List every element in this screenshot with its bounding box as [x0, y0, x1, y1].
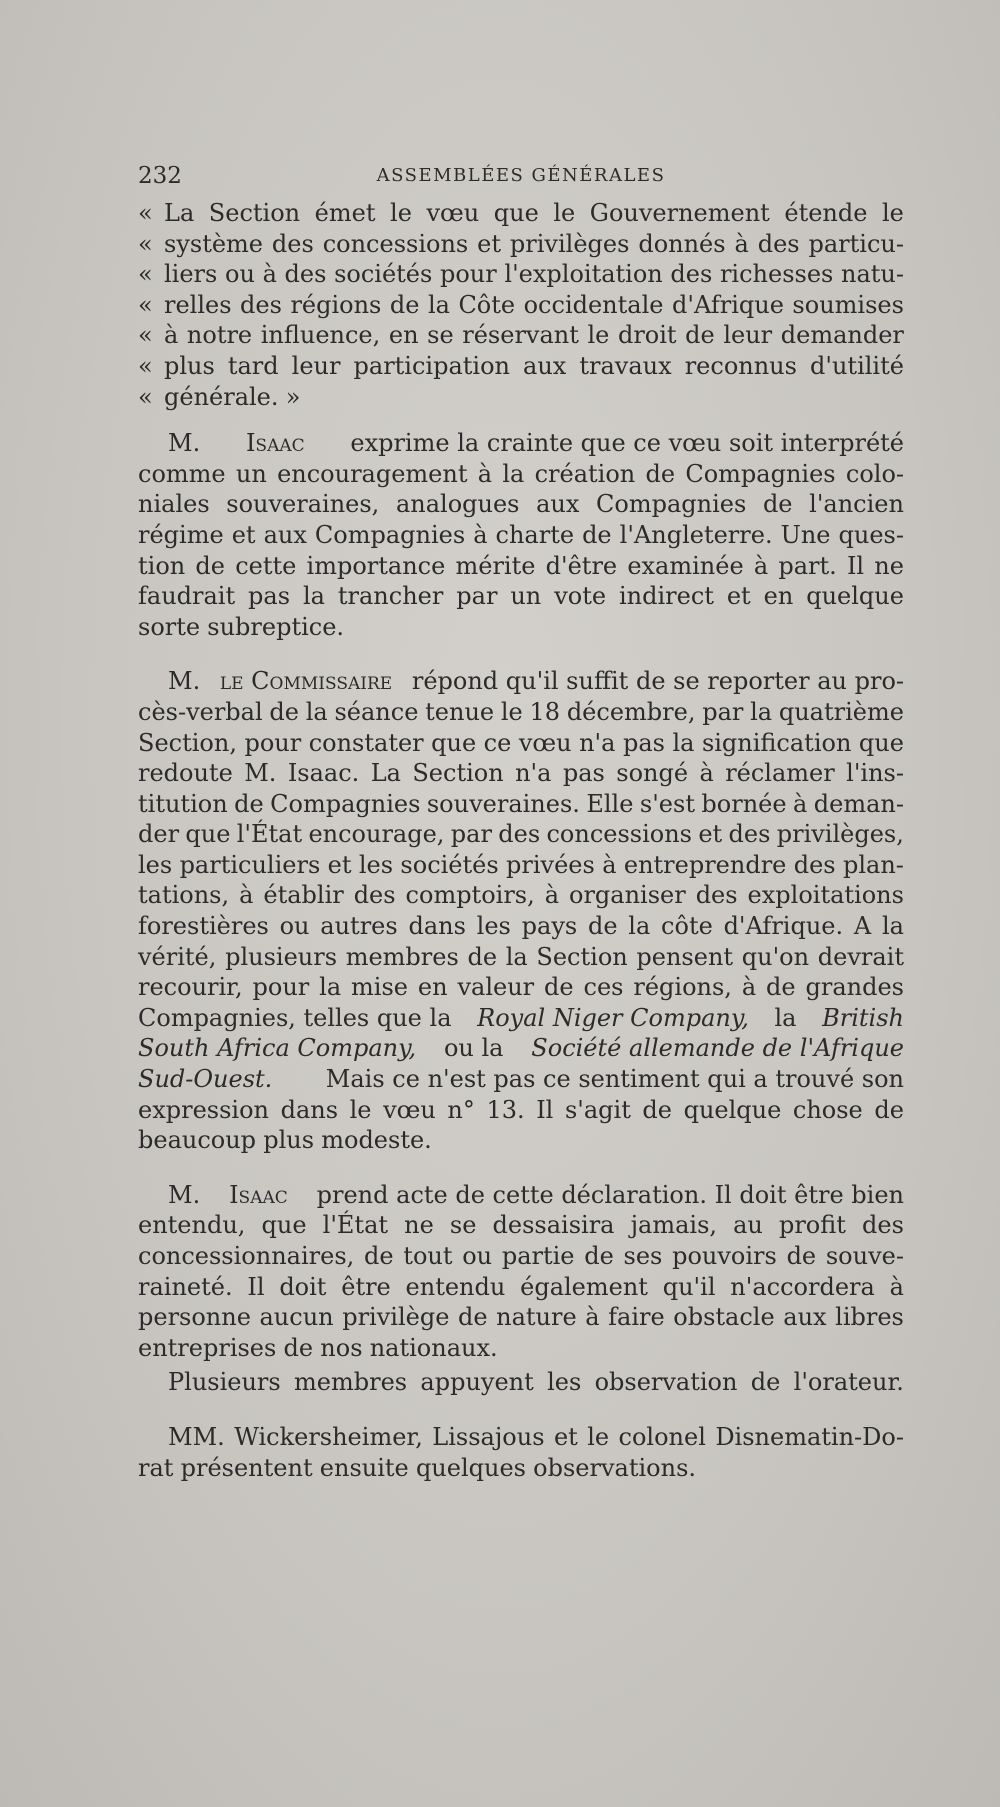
quote-mark: «: [138, 229, 153, 258]
quote-line: [138, 382, 904, 413]
paragraph-line: expression dans le vœu n° 13. Il s'agit de quelque chose de: [138, 1095, 904, 1124]
paragraph-commissaire-reply: [138, 666, 904, 1156]
line-text: Compagnies, telles que la: [138, 1003, 452, 1032]
quote-line: [138, 229, 904, 260]
quote-text: La Section émet le vœu que le Gouvernement étende le: [164, 199, 904, 227]
paragraph-line: der que l'État encourage, par des concessions et des privilèges,: [138, 820, 904, 849]
paragraph-line: entendu, que l'État ne se dessaisira jamais, au profit des: [138, 1211, 904, 1240]
quote-text: relles des régions de la Côte occidentale d'Afrique soumises: [164, 290, 904, 319]
paragraph-line: redoute M. Isaac. La Section n'a pas songé à réclamer l'ins-: [138, 759, 904, 788]
quote-text: plus tard leur participation aux travaux reconnus d'utilité: [164, 351, 904, 380]
paragraph-line: [138, 1033, 904, 1064]
page-number: 232: [138, 163, 182, 189]
line-text: Mais ce n'est pas ce sentiment qui a trouvé son: [325, 1065, 904, 1094]
quote-text: système des concessions et privilèges donnés à des particu-: [164, 229, 904, 258]
paragraph-line: titution de Compagnies souveraines. Elle s'est bornée à deman-: [138, 789, 904, 818]
speaker-prefix: M.: [168, 1180, 201, 1209]
company-name-british: British: [822, 1003, 904, 1032]
paragraph-line: concessionnaires, de tout ou partie de ses pouvoirs de souve-: [138, 1242, 904, 1270]
company-name-south-africa: South Africa Company,: [138, 1034, 417, 1063]
paragraph-line: personne aucun privilège de nature à faire obstacle aux libres: [138, 1303, 904, 1332]
quote-text: à notre influence, en se réservant le droit de leur demander: [164, 321, 904, 350]
paragraph-line: MM. Wickersheimer, Lissajous et le colonel Disnematin-Do-: [168, 1422, 904, 1451]
quote-line: [138, 320, 904, 351]
quote-line: [138, 198, 904, 229]
paragraph-line: [138, 1064, 904, 1095]
line-text: exprime la crainte que ce vœu soit interprété: [350, 429, 904, 458]
line-text: répond qu'il suffit de se reporter au pro-: [411, 667, 904, 696]
paragraph-isaac-acknowledges: [138, 1180, 904, 1364]
paragraph-isaac-concern: [138, 428, 904, 642]
line-text: la: [774, 1003, 797, 1032]
paragraph-line: rat présentent ensuite quelques observations.: [138, 1453, 697, 1482]
page-body: [138, 198, 904, 1483]
quoted-resolution: [138, 198, 904, 412]
speaker-name: le Commissaire: [219, 667, 393, 696]
quote-line: [138, 259, 904, 290]
paragraph-line: beaucoup plus modeste.: [138, 1126, 432, 1155]
running-head: ASSEMBLÉES GÉNÉRALES: [376, 165, 666, 186]
paragraph-line: tion de cette importance mérite d'être examinée à part. Il ne: [138, 551, 904, 580]
paragraph-line: comme un encouragement à la création de Compagnies colo-: [138, 459, 904, 488]
paragraph-line: tations, à établir des comptoirs, à organiser des exploitations: [138, 881, 904, 910]
paragraph-line: Plusieurs membres appuyent les observation de l'orateur.: [168, 1368, 904, 1397]
page-header: [138, 163, 904, 197]
paragraph-line: [138, 666, 904, 697]
paragraph-line: vérité, plusieurs membres de la Section pensent qu'on devrait: [138, 942, 904, 971]
quote-text: liers ou à des sociétés pour l'exploitation des richesses natu-: [164, 260, 904, 289]
paragraph-line: Section, pour constater que ce vœu n'a pas la signification que: [138, 728, 904, 757]
paragraph-line: les particuliers et les sociétés privées à entreprendre des plan-: [138, 850, 904, 879]
speaker-name: Isaac: [229, 1180, 288, 1209]
quote-mark: «: [138, 199, 153, 227]
paragraph-line: raineté. Il doit être entendu également qu'il n'accordera à: [138, 1272, 904, 1301]
paragraph-line: niales souveraines, analogues aux Compagnies de l'ancien: [138, 490, 904, 519]
quote-mark: «: [138, 382, 153, 411]
quote-line: [138, 351, 904, 382]
paragraph-line: recourir, pour la mise en valeur de ces régions, à de grandes: [138, 973, 904, 1002]
paragraph-line: faudrait pas la trancher par un vote indirect et en quelque: [138, 582, 904, 611]
line-text: ou la: [443, 1034, 504, 1063]
speaker-prefix: M.: [168, 667, 201, 696]
paragraph-line: [138, 1003, 904, 1034]
quote-text: générale. »: [164, 382, 301, 411]
company-name-royal-niger: Royal Niger Company,: [477, 1003, 749, 1032]
line-text: prend acte de cette déclaration. Il doit être bien: [316, 1180, 904, 1209]
quote-mark: «: [138, 260, 153, 289]
paragraph-line: sorte subreptice.: [138, 612, 345, 641]
paragraph-line: cès-verbal de la séance tenue le 18 décembre, par la quatrième: [138, 697, 904, 726]
paragraph-observations: [138, 1422, 904, 1483]
paragraph-line: [138, 428, 904, 459]
quote-mark: «: [138, 290, 153, 319]
quote-mark: «: [138, 351, 153, 380]
paragraph-line: régime et aux Compagnies à charte de l'Angleterre. Une ques-: [138, 520, 904, 549]
quote-line: [138, 290, 904, 321]
speaker-name: Isaac: [245, 429, 305, 458]
paragraph-line: entreprises de nos nationaux.: [138, 1333, 498, 1362]
company-name-sud-ouest: Sud-Ouest.: [138, 1065, 273, 1094]
paragraph-members-support: [138, 1367, 904, 1398]
speaker-prefix: M.: [168, 429, 201, 458]
paragraph-line: [138, 1180, 904, 1211]
quote-mark: «: [138, 321, 153, 350]
paragraph-line: forestières ou autres dans les pays de la côte d'Afrique. A la: [138, 912, 904, 941]
company-name-societe-allemande: Société allemande de l'Afrique: [531, 1034, 904, 1063]
